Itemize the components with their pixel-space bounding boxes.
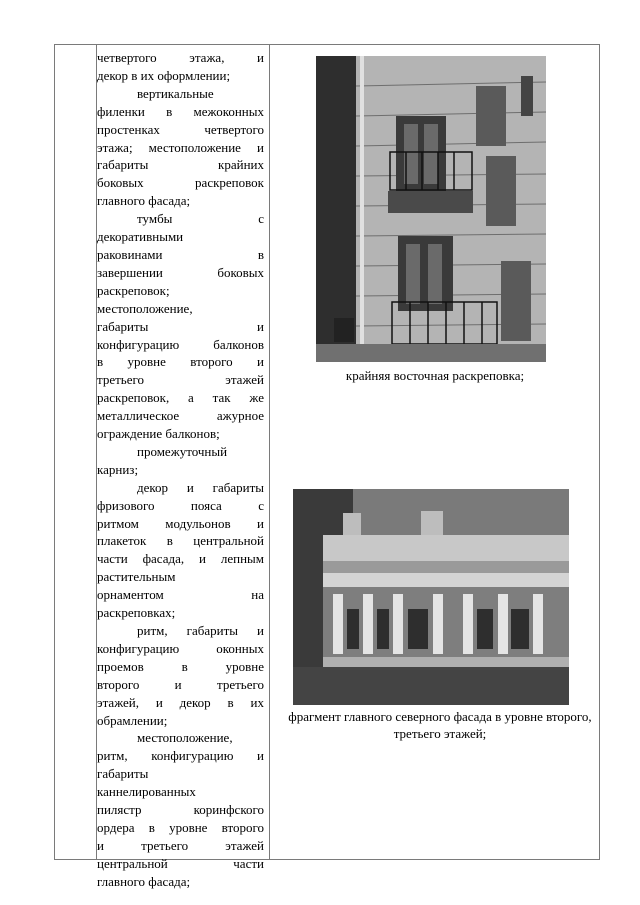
text-line: промежуточный	[137, 443, 228, 459]
text-line: габариты крайних	[97, 157, 264, 173]
text-line: плакеток в центральной	[97, 533, 264, 549]
text-line: раковинами в	[97, 246, 264, 262]
text-line: проемов в уровне	[97, 658, 264, 674]
text-line: ритм, конфигурацию и	[97, 748, 264, 764]
facade-photo-illustration	[293, 489, 569, 705]
text-line: декор и габариты	[137, 479, 264, 495]
text-line: пилястр коринфского	[97, 802, 264, 818]
text-line: габариты и	[97, 318, 264, 334]
text-line: филенки в межоконных	[97, 103, 264, 119]
text-line: главного фасада;	[97, 193, 191, 209]
text-line: карниз;	[97, 461, 139, 477]
text-line: местоположение,	[137, 730, 233, 746]
text-line: главного фасада;	[97, 873, 191, 889]
text-line: ритмом модульонов и	[97, 515, 264, 531]
text-line: обрамлении;	[97, 712, 168, 728]
text-line: раскреповках;	[97, 605, 176, 621]
features-text	[97, 49, 264, 891]
text-line: в уровне второго и	[97, 354, 264, 370]
photo-east-caption: крайняя восточная раскреповка;	[345, 368, 525, 383]
text-line: каннелированных	[97, 784, 196, 800]
text-line: боковых раскреповок	[97, 175, 264, 191]
text-line: конфигурацию оконных	[97, 640, 264, 656]
text-line: местоположение,	[97, 300, 193, 316]
text-line: третьего этажей	[97, 372, 264, 388]
text-line: растительным	[97, 569, 176, 585]
text-line: ордера в уровне второго	[97, 819, 264, 835]
photo-east-projection	[316, 56, 546, 362]
facade-photo-illustration	[316, 56, 546, 362]
text-line: центральной части	[97, 855, 264, 871]
text-line: второго и третьего	[97, 676, 264, 692]
photo-north-facade	[293, 489, 569, 705]
text-line: орнаментом на	[97, 587, 264, 603]
document-table	[54, 44, 600, 889]
text-line: конфигурацию балконов	[97, 336, 264, 352]
text-line: декор в их оформлении;	[97, 67, 231, 83]
text-line: четвертого этажа, и	[97, 50, 264, 65]
text-line: части фасада, и лепным	[97, 551, 264, 567]
text-line: фризового пояса с	[97, 497, 264, 513]
photo-north-caption: фрагмент главного северного фасада в уровне второго, третьего этажей;	[288, 709, 592, 741]
text-line: этажа; местоположение и	[97, 139, 264, 155]
text-line: габариты	[97, 766, 149, 782]
text-line: декоративными	[97, 229, 184, 245]
text-line: металлическое ажурное	[97, 408, 264, 424]
text-line: ограждение балконов;	[97, 426, 220, 442]
text-line: вертикальные	[137, 85, 214, 101]
text-line: ритм, габариты и	[137, 623, 264, 638]
text-line: простенках четвертого	[97, 121, 264, 137]
column-divider	[269, 45, 270, 859]
text-line: раскреповок, а так же	[97, 390, 264, 406]
text-line: завершении боковых	[97, 264, 264, 280]
text-line: раскреповок;	[97, 282, 170, 298]
text-line: тумбы с	[137, 211, 264, 227]
text-line: и третьего этажей	[97, 837, 264, 853]
text-line: этажей, и декор в их	[97, 694, 264, 710]
